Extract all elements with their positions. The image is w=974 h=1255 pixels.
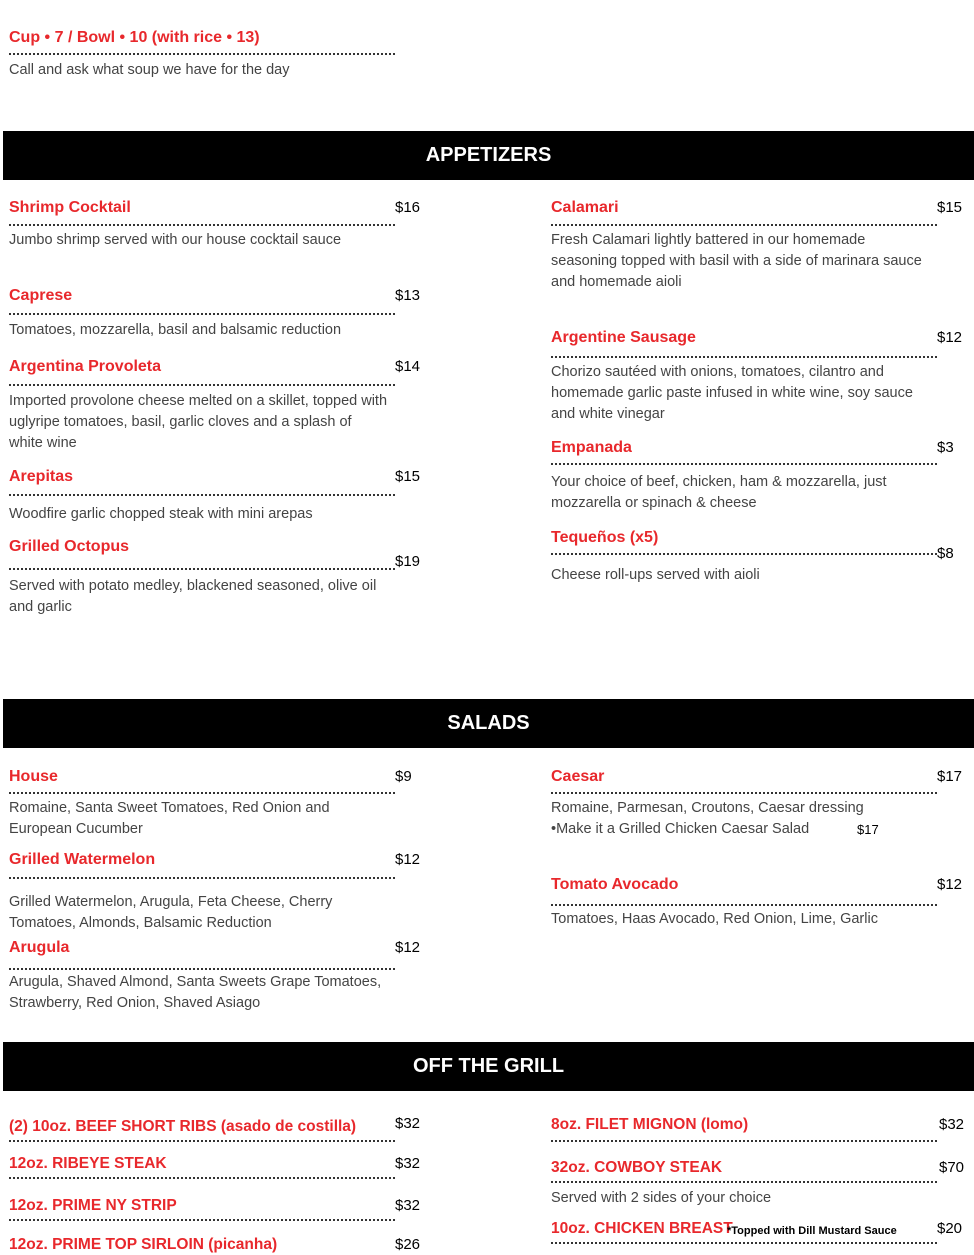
menu-item-name: 12oz. PRIME TOP SIRLOIN (picanha) (9, 1236, 278, 1253)
soup-description: Call and ask what soup we have for the day (9, 62, 290, 78)
dotted-leader (9, 313, 395, 315)
dotted-leader (9, 968, 395, 970)
menu-item-price: $26 (395, 1236, 421, 1253)
menu-item-description: Tomatoes, mozzarella, basil and balsamic reduction (9, 322, 342, 338)
dotted-leader (551, 553, 937, 555)
dotted-leader (551, 224, 937, 226)
menu-item-name: 8oz. FILET MIGNON (lomo) (551, 1116, 749, 1133)
dotted-leader (9, 1177, 395, 1179)
dotted-leader (551, 904, 937, 906)
menu-item-name: Tomato Avocado (551, 876, 679, 893)
dotted-leader (9, 877, 395, 879)
menu-item-name: Calamari (551, 199, 619, 216)
menu-item-name: House (9, 768, 58, 785)
menu-item-price: $12 (937, 329, 963, 346)
menu-item-name: 12oz. PRIME NY STRIP (9, 1197, 177, 1214)
menu-item-description: Arugula, Shaved Almond, Santa Sweets Grape Tomatoes, Strawberry, Red Onion, Shaved Asiago (9, 974, 382, 1011)
menu-item-description: Imported provolone cheese melted on a skillet, topped with uglyripe tomatoes, basil, garlic cloves and a splash of white wine (9, 393, 388, 451)
menu-item-description: Grilled Watermelon, Arugula, Feta Cheese, Cherry Tomatoes, Almonds, Balsamic Reduction (9, 894, 333, 931)
menu-item-price: $3 (937, 439, 954, 456)
dotted-leader (9, 384, 395, 386)
section-heading-appetizers: APPETIZERS (3, 131, 974, 180)
menu-item-price: $32 (395, 1155, 421, 1172)
dotted-leader (9, 792, 395, 794)
menu-item-price: $32 (395, 1197, 421, 1214)
menu-item-price: $12 (395, 939, 421, 956)
menu-item-description: Romaine, Parmesan, Croutons, Caesar dressing (551, 800, 864, 816)
menu-item-price: $32 (395, 1115, 421, 1132)
section-heading-salads: SALADS (3, 699, 974, 748)
menu-item-description: Served with 2 sides of your choice (551, 1190, 772, 1206)
menu-item-price: $19 (395, 553, 421, 570)
menu-item-name: Arepitas (9, 468, 74, 485)
menu-item-description: Chorizo sautéed with onions, tomatoes, cilantro and homemade garlic paste infused in white wine, soy sauce and white vinegar (551, 364, 913, 422)
menu-item-name: Caesar (551, 768, 605, 785)
dotted-leader (551, 356, 937, 358)
menu-item-price: $16 (395, 199, 421, 216)
menu-item-name: Tequeños (x5) (551, 529, 659, 546)
soup-size-pricing: Cup • 7 / Bowl • 10 (with rice • 13) (9, 29, 260, 46)
menu-item-description: Jumbo shrimp served with our house cocktail sauce (9, 232, 342, 248)
dotted-leader (9, 53, 395, 55)
menu-item-description: Romaine, Santa Sweet Tomatoes, Red Onion and European Cucumber (9, 800, 330, 837)
menu-item-addon: •Make it a Grilled Chicken Caesar Salad (551, 821, 810, 837)
menu-item-price: $32 (939, 1116, 965, 1133)
menu-item-price: $70 (939, 1159, 965, 1176)
menu-item-price: $13 (395, 287, 421, 304)
menu-item-name: Empanada (551, 439, 632, 456)
menu-item-name: Grilled Octopus (9, 538, 130, 555)
dotted-leader (551, 792, 937, 794)
dotted-leader (551, 463, 937, 465)
menu-item-note: *Topped with Dill Mustard Sauce (727, 1225, 897, 1237)
menu-item-name: Caprese (9, 287, 73, 304)
menu-item-name: Shrimp Cocktail (9, 199, 131, 216)
section-heading-off-the-grill: OFF THE GRILL (3, 1042, 974, 1091)
menu-item-description: Tomatoes, Haas Avocado, Red Onion, Lime, Garlic (551, 911, 878, 927)
menu-item-name: 10oz. CHICKEN BREAST (551, 1220, 733, 1237)
dotted-leader (9, 224, 395, 226)
menu-item-price: $20 (937, 1220, 963, 1237)
menu-item-addon-price: $17 (857, 822, 879, 837)
menu-item-name: Grilled Watermelon (9, 851, 156, 868)
menu-item-description: Fresh Calamari lightly battered in our homemade seasoning topped with basil with a side of marinara sauce and homemade aioli (551, 232, 922, 290)
menu-item-name: Argentine Sausage (551, 329, 696, 346)
dotted-leader (551, 1140, 937, 1142)
menu-item-description: Your choice of beef, chicken, ham & mozzarella, just mozzarella or spinach & cheese (551, 474, 887, 511)
menu-item-price: $9 (395, 768, 412, 785)
dotted-leader (9, 568, 395, 570)
dotted-leader (9, 1140, 395, 1142)
menu-item-name: 32oz. COWBOY STEAK (551, 1159, 723, 1176)
menu-item-price: $12 (395, 851, 421, 868)
menu-item-description: Woodfire garlic chopped steak with mini arepas (9, 506, 313, 522)
menu-item-price: $15 (395, 468, 421, 485)
menu-item-description: Cheese roll-ups served with aioli (551, 567, 760, 583)
menu-item-name: Argentina Provoleta (9, 358, 162, 375)
menu-item-name: (2) 10oz. BEEF SHORT RIBS (asado de costilla) (9, 1118, 357, 1135)
menu-item-description: Served with potato medley, blackened seasoned, olive oil and garlic (9, 578, 377, 615)
dotted-leader (551, 1242, 937, 1244)
dotted-leader (9, 494, 395, 496)
menu-item-price: $14 (395, 358, 421, 375)
menu-item-name: 12oz. RIBEYE STEAK (9, 1155, 167, 1172)
menu-item-price: $15 (937, 199, 963, 216)
menu-item-price: $12 (937, 876, 963, 893)
dotted-leader (551, 1181, 937, 1183)
menu-item-price: $8 (937, 545, 954, 562)
dotted-leader (9, 1219, 395, 1221)
menu-item-price: $17 (937, 768, 963, 785)
menu-item-name: Arugula (9, 939, 70, 956)
